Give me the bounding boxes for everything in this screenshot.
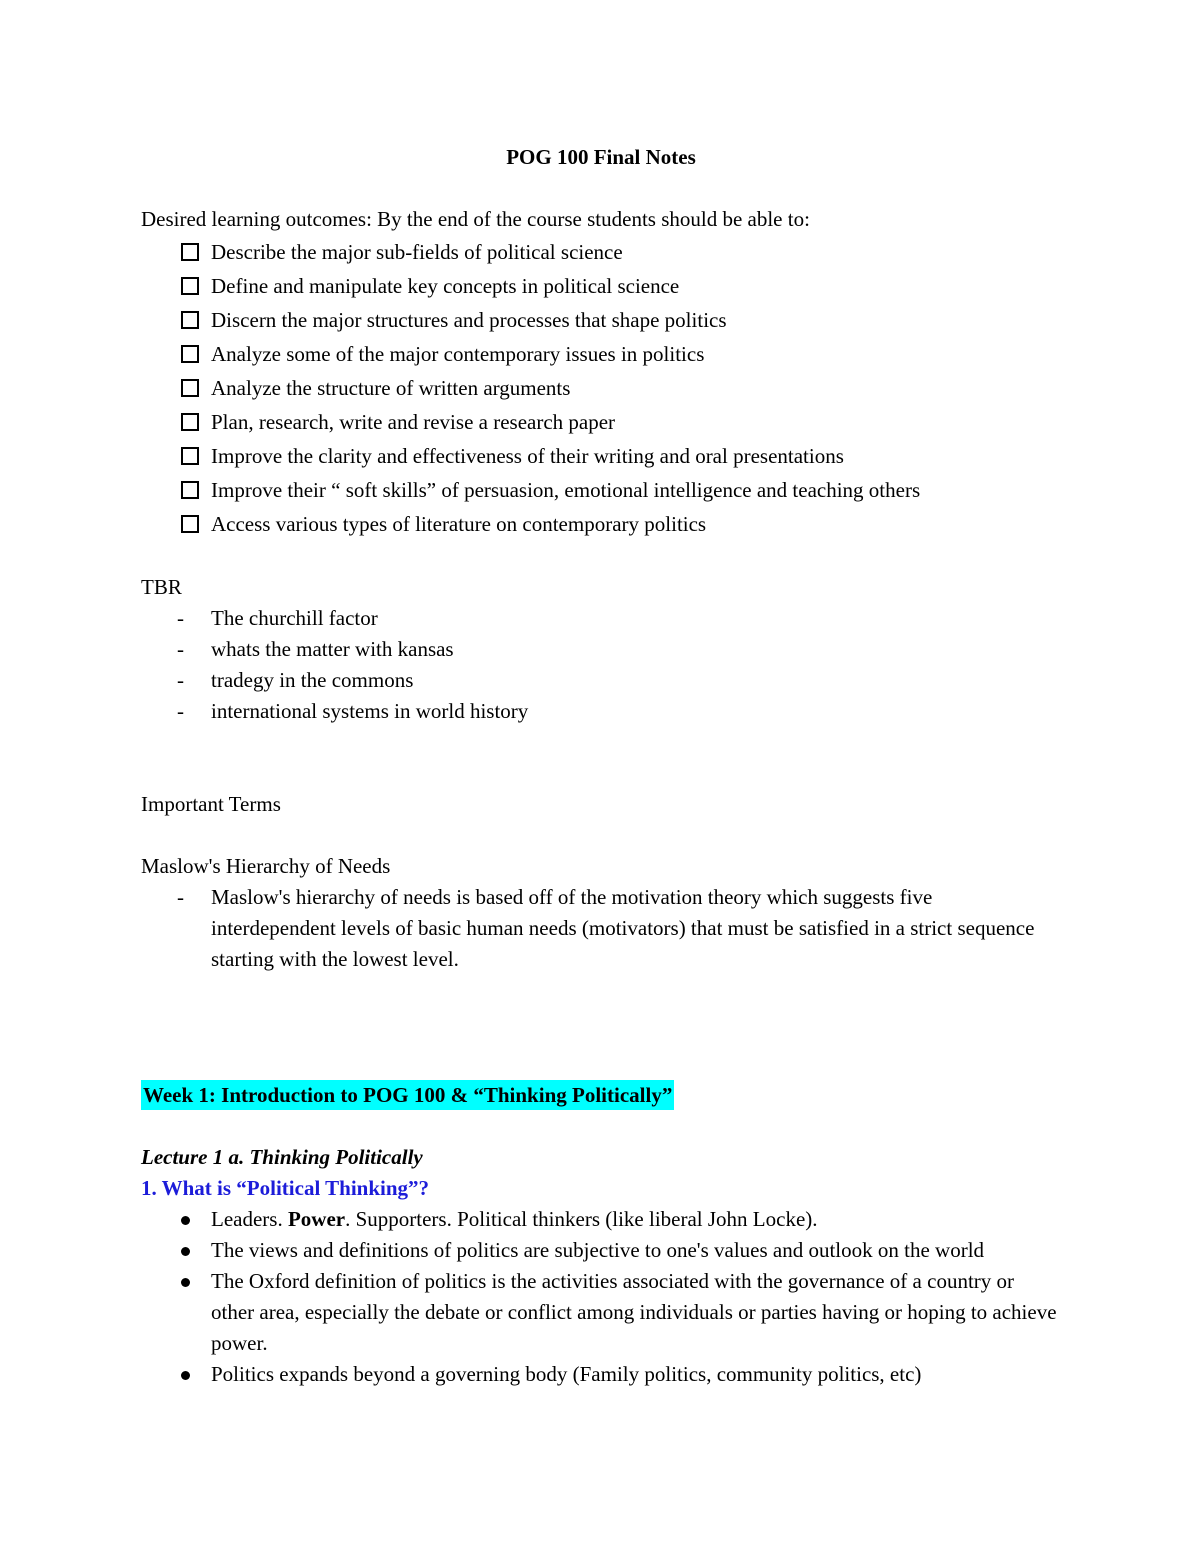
outcome-item [141,235,1061,269]
section-heading: 1. What is “Political Thinking”? [141,1176,430,1200]
week-heading-line [141,1080,1061,1111]
outcome-text: Access various types of literature on contemporary politics [211,512,707,536]
bullet-text: The views and definitions of politics are subjective to one's values and outlook on the world [211,1238,985,1262]
tbr-item-text: The churchill factor [211,606,378,630]
dash-icon: - [177,885,184,909]
dash-icon: - [177,699,184,723]
checkbox-icon[interactable] [181,311,199,329]
maslow-item-text: Maslow's hierarchy of needs is based off of the motivation theory which suggests five interdependent levels of basic human needs (motivators) that must be satisfied in a strict sequence starting with the lowest level. [211,885,1035,971]
list-item [141,603,1061,634]
list-item [141,665,1061,696]
checkbox-icon[interactable] [181,243,199,261]
tbr-item-text: international systems in world history [211,699,529,723]
section-bullet-list [141,1204,1061,1390]
list-item [141,696,1061,727]
list-item [141,882,1061,975]
tbr-item-text: tradegy in the commons [211,668,414,692]
tbr-heading: TBR [141,575,182,599]
outcome-text: Improve the clarity and effectiveness of their writing and oral presentations [211,444,844,468]
important-terms-heading: Important Terms [141,792,281,816]
week-heading: Week 1: Introduction to POG 100 & “Thinking Politically” [141,1080,674,1110]
bullet-icon [181,1247,190,1256]
bullet-text-before: Leaders. [211,1207,288,1231]
document-page [141,140,1061,1390]
outcome-item [141,371,1061,405]
dash-icon: - [177,637,184,661]
tbr-item-text: whats the matter with kansas [211,637,454,661]
bullet-icon [181,1371,190,1380]
outcomes-intro: Desired learning outcomes: By the end of the course students should be able to: [141,207,810,231]
outcome-item [141,439,1061,473]
checkbox-icon[interactable] [181,413,199,431]
dash-icon: - [177,606,184,630]
checkbox-icon[interactable] [181,481,199,499]
outcome-item [141,269,1061,303]
outcome-text: Analyze the structure of written arguments [211,376,571,400]
tbr-list [141,603,1061,727]
bullet-text: The Oxford definition of politics is the activities associated with the governance of a country or other area, especially the debate or conflict among individuals or parties having or hoping to achieve power. [211,1269,1057,1355]
outcome-text: Discern the major structures and processes that shape politics [211,308,727,332]
checkbox-icon[interactable] [181,379,199,397]
outcome-text: Define and manipulate key concepts in political science [211,274,680,298]
list-item [141,1204,1061,1235]
bullet-text-after: . Supporters. Political thinkers (like liberal John Locke). [345,1207,818,1231]
lecture-heading: Lecture 1 a. Thinking Politically [141,1145,423,1169]
checkbox-icon[interactable] [181,277,199,295]
list-item [141,1266,1061,1359]
maslow-heading: Maslow's Hierarchy of Needs [141,854,391,878]
list-item [141,634,1061,665]
bullet-icon [181,1216,190,1225]
outcome-item [141,405,1061,439]
maslow-list [141,882,1061,975]
list-item [141,1235,1061,1266]
outcome-item [141,303,1061,337]
outcome-item [141,337,1061,371]
dash-icon: - [177,668,184,692]
checkbox-icon[interactable] [181,447,199,465]
list-item [141,1359,1061,1390]
checkbox-icon[interactable] [181,515,199,533]
bullet-text: Politics expands beyond a governing body (Family politics, community politics, etc) [211,1362,922,1386]
outcomes-checklist [141,235,1061,541]
bullet-icon [181,1278,190,1287]
bullet-text-bold: Power [287,1207,346,1231]
outcome-item [141,507,1061,541]
outcome-text: Improve their “ soft skills” of persuasion, emotional intelligence and teaching others [211,478,921,502]
outcome-item [141,473,1061,507]
outcome-text: Analyze some of the major contemporary issues in politics [211,342,705,366]
checkbox-icon[interactable] [181,345,199,363]
document-title: POG 100 Final Notes [506,145,696,169]
outcome-text: Describe the major sub-fields of political science [211,240,623,264]
outcome-text: Plan, research, write and revise a research paper [211,410,616,434]
